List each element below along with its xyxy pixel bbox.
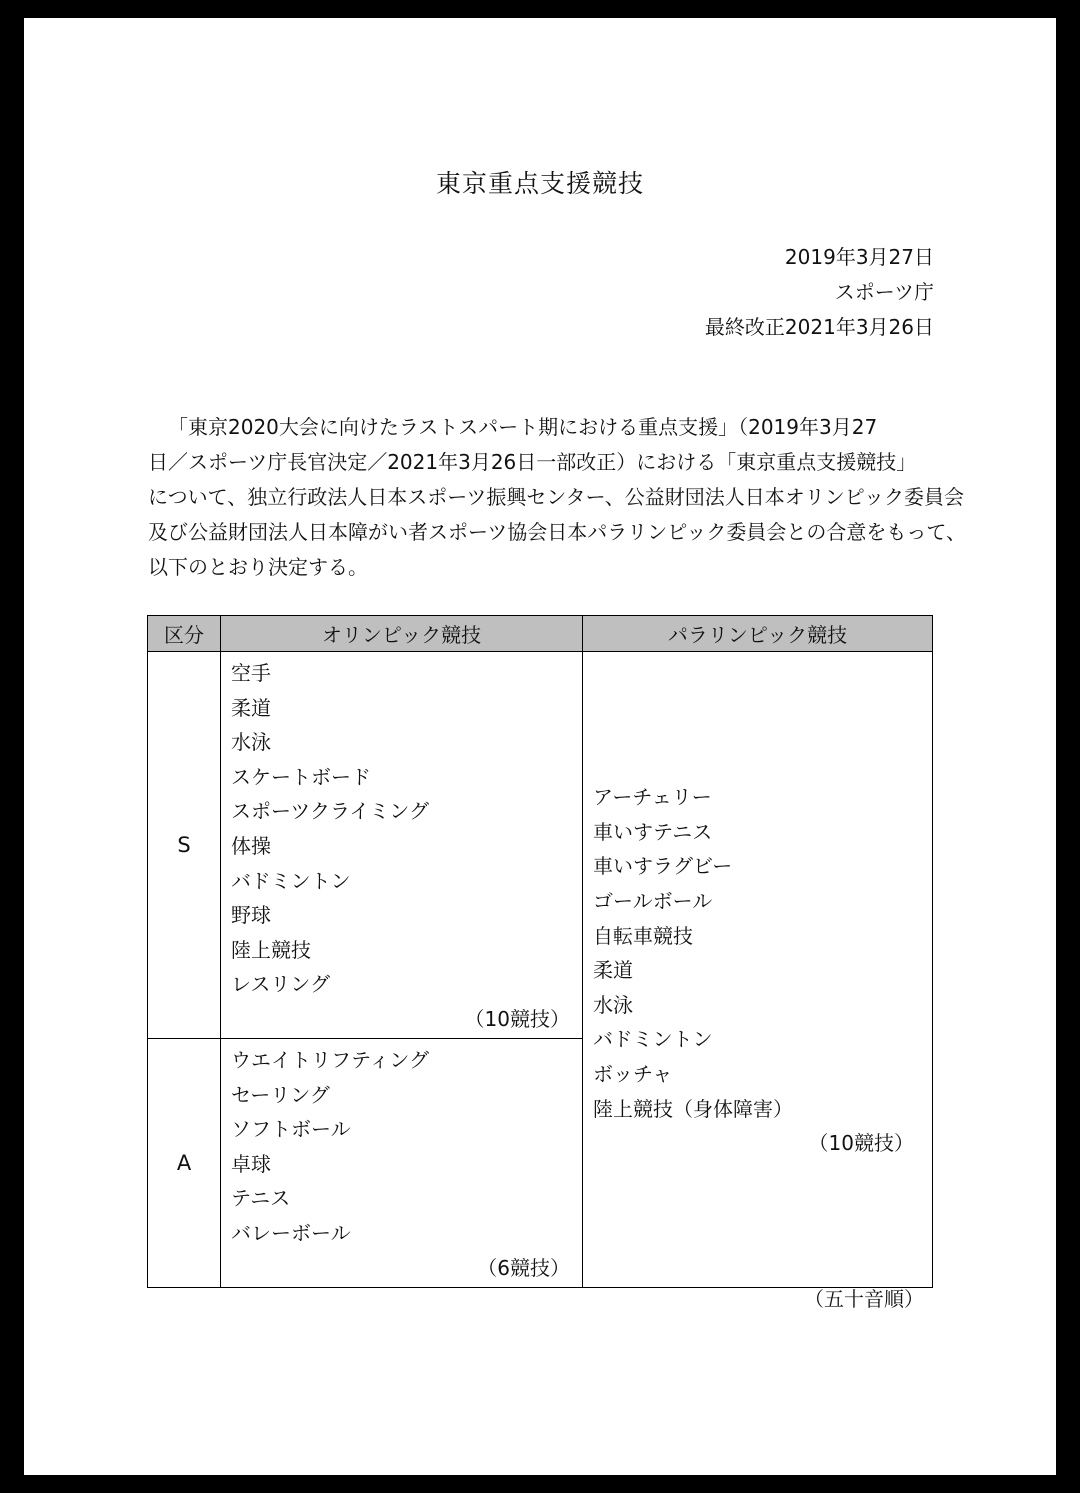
header-paralympic: パラリンピック競技 [583, 616, 933, 652]
olympic-list-s [221, 652, 583, 1039]
issuing-agency: スポーツ庁 [834, 280, 934, 304]
sport-item: ゴールボール [593, 889, 713, 914]
sport-item: スケートボード [231, 764, 371, 789]
table-header-row [148, 616, 933, 652]
table-row [148, 652, 933, 1039]
sport-item: バレーボール [231, 1220, 351, 1245]
order-note: （五十音順） [804, 1287, 924, 1311]
sport-item: バドミントン [593, 1027, 713, 1052]
sport-item: 車いすテニス [593, 819, 713, 844]
sport-item: 柔道 [231, 695, 271, 720]
sport-item: 陸上競技 [231, 937, 311, 962]
revision-date: 最終改正2021年3月26日 [704, 315, 934, 339]
intro-line: について、独立行政法人日本スポーツ振興センター、公益財団法人日本オリンピック委員会 [148, 485, 964, 509]
intro-line: 「東京2020大会に向けたラストスパート期における重点支援」（2019年3月27 [168, 415, 878, 439]
paralympic-list [583, 652, 933, 1288]
intro-line: 日／スポーツ庁長官決定／2021年3月26日一部改正）における「東京重点支援競技」 [148, 450, 917, 474]
sport-count: （10競技） [808, 1131, 914, 1156]
sport-item: 水泳 [231, 730, 271, 755]
sport-item: 自転車競技 [593, 923, 693, 948]
intro-paragraph [148, 410, 966, 585]
sport-item: セーリング [231, 1082, 330, 1107]
sport-item: アーチェリー [593, 785, 712, 810]
sports-table [147, 615, 933, 1288]
sport-item: ボッチャ [593, 1062, 673, 1087]
sport-item: 柔道 [593, 958, 633, 983]
issue-date: 2019年3月27日 [784, 245, 934, 269]
sport-item: 車いすラグビー [593, 854, 733, 879]
sport-item: 水泳 [593, 992, 633, 1017]
intro-line: 及び公益財団法人日本障がい者スポーツ協会日本パラリンピック委員会との合意をもって、 [148, 520, 966, 544]
sport-item: バドミントン [231, 868, 351, 893]
header-category: 区分 [148, 616, 221, 652]
olympic-list-a [221, 1038, 583, 1287]
category-s: S [148, 652, 221, 1039]
sport-count: （6競技） [477, 1255, 570, 1280]
sport-item: スポーツクライミング [231, 799, 429, 824]
sport-item: ウエイトリフティング [231, 1047, 429, 1072]
sport-item: 体操 [231, 833, 271, 858]
sport-item: レスリング [231, 972, 330, 997]
sport-item: 野球 [231, 903, 271, 928]
sport-count: （10競技） [464, 1006, 570, 1031]
header-olympic: オリンピック競技 [221, 616, 583, 652]
document-title: 東京重点支援競技 [435, 169, 644, 198]
category-a: A [148, 1038, 221, 1287]
document-meta [705, 240, 934, 345]
sport-item: 空手 [231, 661, 271, 685]
sport-item: 陸上競技（身体障害） [593, 1096, 793, 1121]
sport-item: テニス [231, 1186, 291, 1211]
intro-line: 以下のとおり決定する。 [148, 555, 368, 579]
sport-item: ソフトボール [231, 1117, 351, 1142]
sport-item: 卓球 [231, 1151, 271, 1176]
